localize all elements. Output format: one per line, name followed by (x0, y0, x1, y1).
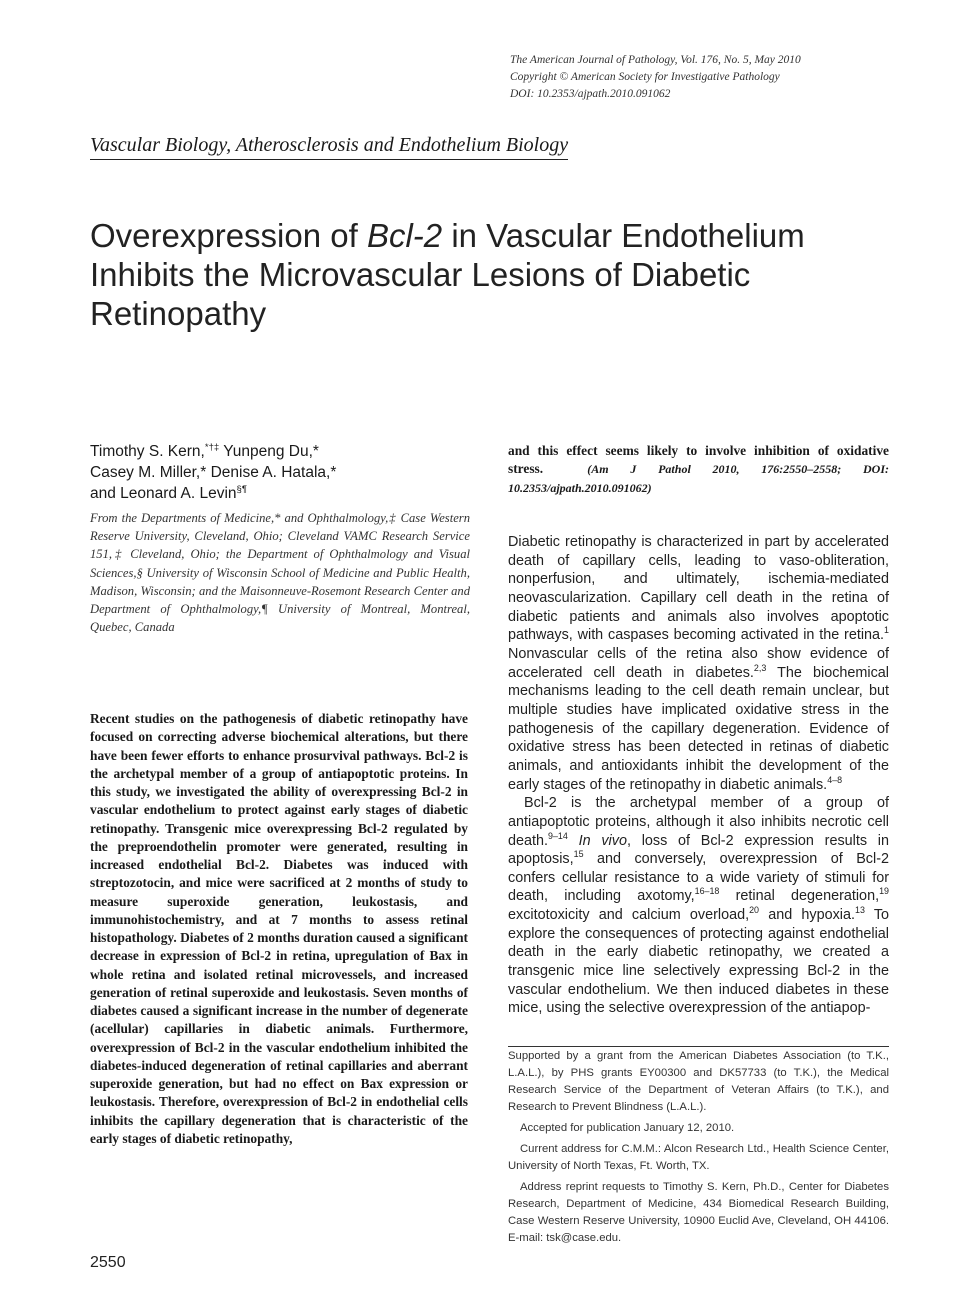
author-line-1 (90, 441, 490, 462)
p2-ref: 16–18 (694, 886, 720, 897)
affiliations: From the Departments of Medicine,* and Ophthalmology,‡ Case Western Reserve University, Cleveland, Ohio; Cleveland VAMC Research Service 151,‡ Cleveland, Ohio; the Department of Ophthalmology and Visual Sciences,§ University of Wisconsin School of Medicine and Public Health, Madison, Wisconsin; and the Maisonneuve-Rosemont Research Center and Department of Ophthalmology,¶ University of Montreal, Montreal, Quebec, Canada (90, 511, 470, 635)
p2-ref: 19 (879, 886, 889, 897)
journal-header (510, 52, 910, 103)
footnote-reprints: Address reprint requests to Timothy S. Kern, Ph.D., Center for Diabetes Research, Department of Medicine, 434 Biomedical Research Building, Case Western Reserve University, 10900 Euclid Ave, Cleveland, OH 44106. E-mail: tsk@case.edu. (508, 1181, 889, 1244)
abstract: Recent studies on the pathogenesis of diabetic retinopathy have focused on correcting adverse biochemical alterations, but there have been fewer efforts to enhance prosurvival pathways. Bcl-2 is the archetypal member of a group of antiapoptotic proteins. In this study, we investigated the ability of overexpressing Bcl-2 in vascular endothelium to protect against early stages of diabetic retinopathy. Transgenic mice overexpressing Bcl-2 regulated by the preproendothelin promoter were generated, resulting in increased endothelial Bcl-2. Diabetes was induced with streptozotocin, and mice were sacrificed at 2 months of study to measure superoxide generation, leukostasis, and immunohistochemistry, and at 7 months to assess retinal histopathology. Diabetes of 2 months duration caused a significant decrease in expression of Bcl-2 in retina, upregulation of Bax in whole retina and isolated retinal microvessels, and increased generation of retinal superoxide and leukostasis. Seven months of diabetes caused a significant increase in the number of degenerate (acellular) capillaries in diabetic animals. Furthermore, overexpression of Bcl-2 in the vascular endothelium inhibited the diabetes-induced degeneration of retinal capillaries and aberrant superoxide generation, but had no effect on Bax expression or leukostasis. Therefore, overexpression of Bcl-2 in endothelial cells inhibits the capillary degeneration that is characteristic of the early stages of diabetic retinopathy, (90, 711, 468, 1146)
journal-doi: DOI: 10.2353/ajpath.2010.091062 (510, 88, 671, 100)
p2-text: and hypoxia. (759, 907, 855, 924)
author-list (90, 441, 490, 504)
p2-text: excitotoxicity and calcium overload, (508, 907, 750, 924)
body-paragraph-2 (508, 794, 889, 1018)
author-levin: and Leonard A. Levin (90, 485, 237, 502)
footnote-current-address: Current address for C.M.M.: Alcon Research Ltd., Health Science Center, University of North Texas, Ft. Worth, TX. (508, 1143, 889, 1172)
p1-text: Diabetic retinopathy is characterized in part by accelerated death of capillary cells, leading to vaso-obliteration, nonperfusion, and ultimately, ischemia-mediated neovascularization. Capillary cell death in the retina of diabetic patients and animals also involves apoptotic pathways, with caspases becoming activated in the retina. (508, 534, 889, 644)
p2-text: To explore the consequences of protecting against endothelial death in the early diabetic retinopathy, we created a transgenic mice line selectively expressing Bcl-2 in the vascular endothelium. We then induced diabetes in these mice, using the selective overexpression of the antiapop- (508, 907, 890, 1017)
footnote-support: Supported by a grant from the American Diabetes Association (to T.K., L.A.L.), by PHS grants EY00300 and DK57733 (to T.K.), the Medical Research Service of the Department of Veteran Affairs (to T.K.), and Research to Prevent Blindness (L.A.L.). (508, 1050, 889, 1113)
p1-ref: 1 (884, 625, 889, 636)
p1-ref: 4–8 (827, 774, 843, 785)
body-paragraph-1 (508, 533, 889, 794)
p2-ref: 20 (749, 905, 760, 916)
p1-text: Nonvascular cells of the retina also show evidence of accelerated cell death in diabetes. (508, 645, 889, 681)
author-line-2: Casey M. Miller,* Denise A. Hatala,* (90, 464, 337, 481)
author-kern: Timothy S. Kern, (90, 443, 205, 460)
author-line-3 (90, 483, 490, 504)
p2-ref: 15 (573, 849, 584, 860)
author-levin-affil: §¶ (236, 483, 248, 495)
p2-ref: 13 (854, 905, 865, 916)
body-text (508, 533, 889, 1018)
title-after: in Vascular Endothelium Inhibits the Microvascular Lesions of Diabetic Retinopathy (90, 217, 805, 332)
p2-italic: In vivo (578, 832, 627, 849)
p1-ref: 2,3 (753, 662, 767, 673)
footnote-accepted: Accepted for publication January 12, 2010. (520, 1122, 735, 1134)
p2-text (568, 833, 579, 849)
abstract-continued (508, 442, 889, 497)
p2-text: Bcl-2 is the archetypal member of a group of antiapoptotic proteins, although it also inhibits necrotic cell death. (508, 795, 889, 849)
p1-text: The biochemical mechanisms leading to the cell death remain unclear, but multiple studies have implicated oxidative stress in the pathogenesis of the capillary degeneration. Evidence of oxidative stress has been detected in retinas of diabetic animals, and antioxidants inhibit the development of the early stages of the retinopathy in diabetic animals. (508, 664, 889, 793)
article-title (90, 216, 890, 333)
page-number: 2550 (90, 1254, 126, 1271)
abstract-continued-text: and this effect seems likely to involve inhibition of oxidative stress. (508, 443, 889, 477)
section-heading: Vascular Biology, Atherosclerosis and Endothelium Biology (90, 133, 568, 160)
title-gene: Bcl-2 (366, 217, 443, 254)
footnotes (508, 1046, 889, 1251)
p2-text: , loss of Bcl-2 expression results in apoptosis, (508, 832, 890, 868)
p2-text: and conversely, overexpression of Bcl-2 confers cellular resistance to a wide variety of stimuli for death, including axotomy, (508, 851, 889, 905)
abstract-citation: (Am J Pathol 2010, 176:2550–2558; DOI: 10.2353/ajpath.2010.091062) (508, 462, 889, 495)
author-du: Yunpeng Du,* (219, 443, 319, 460)
p2-text: retinal degeneration, (719, 888, 880, 905)
journal-citation: The American Journal of Pathology, Vol. 176, No. 5, May 2010 (510, 54, 801, 66)
p2-ref: 9–14 (548, 830, 568, 841)
author-kern-affil: *†‡ (204, 441, 220, 453)
title-before: Overexpression of (90, 217, 367, 254)
journal-copyright: Copyright © American Society for Investigative Pathology (510, 71, 780, 83)
